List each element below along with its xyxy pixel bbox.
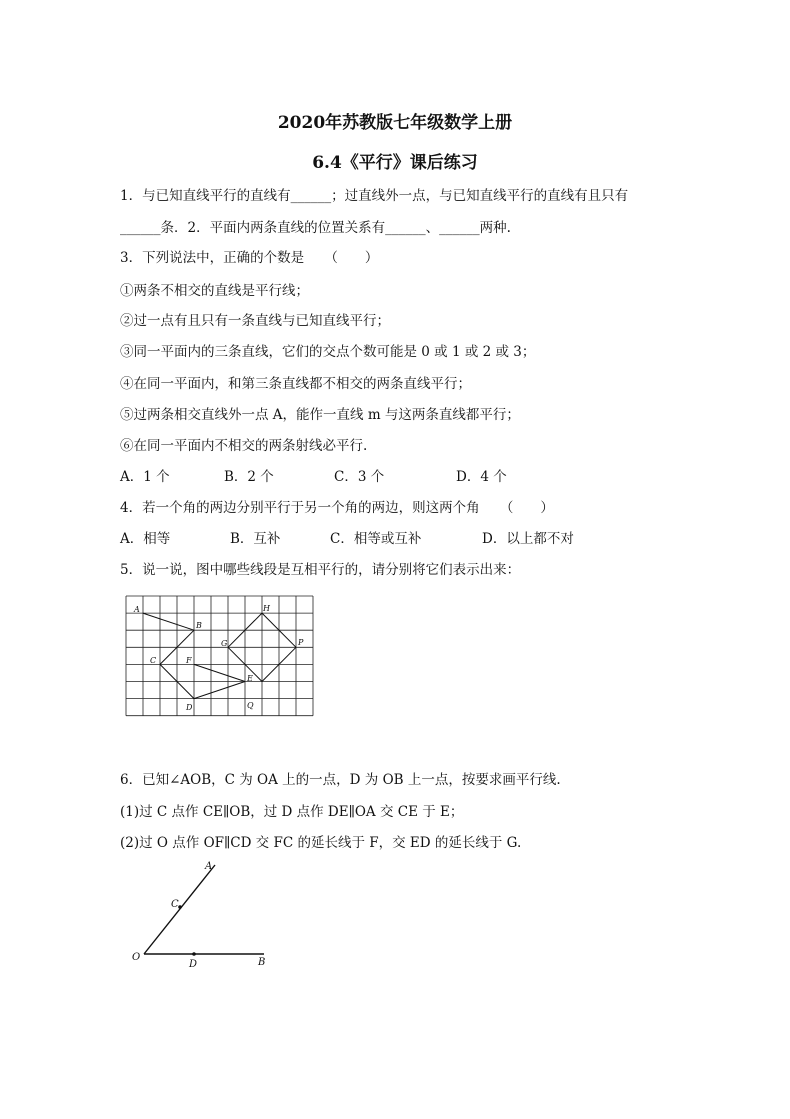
grid-label-f: F [186, 656, 192, 665]
q4-option-d: D．以上都不对 [482, 531, 574, 547]
q3-option-d: D．4 个 [456, 469, 507, 485]
question-5: 5．说一说，图中哪些线段是互相平行的，请分别将它们表示出来： [120, 562, 521, 578]
statement-2: ②过一点有且只有一条直线与已知直线平行； [120, 313, 390, 329]
document-title: 2020年苏教版七年级数学上册 [277, 113, 513, 133]
question-1-line-2: ______条．2．平面内两条直线的位置关系有______、______两种. [120, 220, 511, 236]
question-6-part-2: (2)过 O 点作 OF∥CD 交 FC 的延长线于 F，交 ED 的延长线于 G. [120, 835, 522, 851]
statement-4: ④在同一平面内，和第三条直线都不相交的两条直线平行； [120, 376, 471, 392]
ray-oa [144, 865, 215, 954]
grid-label-p: P [298, 638, 304, 647]
angle-figure [126, 855, 276, 970]
point-c [178, 905, 182, 909]
segment-ab [143, 613, 194, 630]
grid-figure [126, 596, 316, 718]
grid-label-e: E [247, 674, 253, 683]
statement-1: ①两条不相交的直线是平行线； [120, 283, 309, 299]
angle-label-a: A [205, 861, 213, 872]
question-3: 3．下列说法中，正确的个数是 （ ） [120, 250, 379, 266]
segment-de [194, 682, 245, 699]
document-subtitle: 6.4《平行》课后练习 [312, 153, 478, 173]
q3-option-c: C．3 个 [334, 469, 385, 485]
q4-option-c: C．相等或互补 [330, 531, 422, 547]
q4-option-a: A．相等 [120, 531, 171, 547]
grid-label-b: B [196, 621, 202, 630]
angle-label-c: C [171, 899, 179, 910]
statement-5: ⑤过两条相交直线外一点 A，能作一直线 m 与这两条直线都平行； [120, 407, 520, 423]
grid-label-d: D [186, 703, 193, 712]
question-6-part-1: (1)过 C 点作 CE∥OB，过 D 点作 DE∥OA 交 CE 于 E； [120, 804, 464, 820]
grid-label-h: H [263, 604, 270, 613]
q4-option-b: B．互补 [230, 531, 281, 547]
segment-ef [194, 664, 245, 681]
question-4: 4．若一个角的两边分别平行于另一个角的两边，则这两个角 （ ） [120, 500, 554, 516]
grid-label-c: C [150, 656, 157, 665]
angle-label-d: D [189, 959, 198, 970]
angle-label-b: B [258, 957, 266, 968]
statement-3: ③同一平面内的三条直线，它们的交点个数可能是 0 或 1 或 2 或 3； [120, 344, 536, 360]
q3-option-a: A．1 个 [120, 469, 170, 485]
question-1-line-1: 1．与已知直线平行的直线有______；过直线外一点，与已知直线平行的直线有且只有 [120, 188, 629, 204]
q3-option-b: B．2 个 [224, 469, 274, 485]
grid-label-a: A [134, 605, 140, 614]
statement-6: ⑥在同一平面内不相交的两条射线必平行. [120, 438, 368, 454]
grid-label-q: Q [247, 701, 254, 710]
angle-label-o: O [132, 952, 141, 963]
point-d [192, 952, 196, 956]
question-6: 6．已知∠AOB，C 为 OA 上的一点，D 为 OB 上一点，按要求画平行线. [120, 772, 561, 788]
grid-label-g: G [221, 639, 228, 648]
